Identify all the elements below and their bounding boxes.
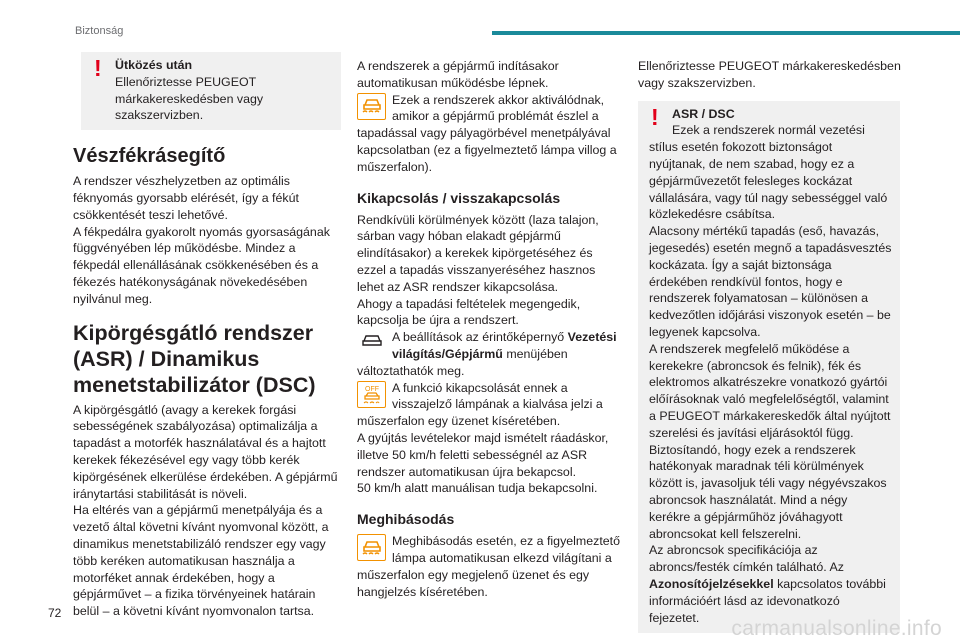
- heading-fault: Meghibásodás: [357, 511, 455, 528]
- settings-menu-name: Vezetési világítás/Gépjármű: [392, 330, 617, 361]
- warning-title: Ütközés után: [115, 58, 193, 72]
- car-icon: [357, 330, 386, 351]
- column-2: [357, 58, 622, 600]
- asr-paragraph-1: A kipörgésgátló (avagy a kerekek forgási sebességének szabályozása) optimalizálja a tapadást a motorfék használatával és a hajtott kerekek fékezésével egy vagy több kerék kipörgésének elkerülése érdekében. A gépjármű iránytartási stabilitását is növeli.: [73, 402, 338, 501]
- column-3: [638, 58, 908, 633]
- warning-title: ASR / DSC: [672, 106, 735, 121]
- deactivation-paragraph-1: Rendkívüli körülmények között (laza talajon, sárban vagy hóban elakadt gépjármű elindításakor) a kerekek kipörgetéséhez és ezzel a tapadás visszanyeréséhez hasznos lehet az ASR rendszer kikapcsolása.: [357, 212, 599, 294]
- check-paragraph: Ellenőriztesse PEUGEOT márkakereskedésben vagy szakszervizben.: [638, 59, 901, 90]
- fault-warning-lamp-icon: [357, 534, 386, 561]
- exclamation-icon: !: [94, 55, 102, 81]
- deactivation-paragraph-5: A gyújtás levételekor majd ismételt ráadáskor, illetve 50 km/h feletti sebességnél az ASR rendszer automatikusan újra bekapcsol.: [357, 430, 609, 479]
- identification-link-text: Azonosítójelzésekkel: [649, 576, 774, 591]
- deactivation-paragraph-6: 50 km/h alatt manuálisan tudja bekapcsolni.: [357, 481, 598, 496]
- fault-paragraph: [357, 533, 622, 600]
- warning-paragraph-1-text: Ezek a rendszerek normál vezetési stílus esetén fokozott biztonságot nyújtanak, de nem szabad, hogy ez a gépjárművezetőt felesleges kockázat vállalására, vagy túl nagy sebességgel való közlekedésre csábítsa.: [649, 123, 888, 222]
- warning-text: Ellenőriztesse PEUGEOT márkakereskedésben vagy szakszervizben.: [115, 74, 264, 123]
- settings-text-post: menüjében változtathatók meg.: [357, 346, 568, 378]
- off-lamp-paragraph: [357, 380, 622, 430]
- asr-paragraph-2: Ha eltérés van a gépjármű menetpályája és a vezető által követni kívánt nyomvonal között, a dinamikus menetstabilizáló rendszer egy vagy több keréken automatikusan használja a motorféket annak érdekében, hogy a gépjárművet – a fizika törvényeinek határain belül – a követni kívánt nyomvonalon tartsa.: [73, 503, 329, 619]
- tyre-text-post: kapcsolatos további információért lásd az idevonatkozó fejezetet.: [649, 576, 886, 625]
- activation-text: Ezek a rendszerek akkor aktiválódnak, amikor a gépjármű problémát észlel a tapadással vagy pályagörbével menetpályával kapcsolatban (ez a figyelmeztető lámpa villog a műszerfalon).: [357, 92, 617, 174]
- svg-text:OFF: OFF: [364, 386, 379, 394]
- settings-paragraph: [357, 329, 622, 379]
- exclamation-icon: !: [651, 103, 659, 130]
- watermark: carmanualsonline.info: [731, 617, 942, 640]
- off-lamp-text: A funkció kikapcsolását ennek a visszajelző lámpának a kialvása jelzi a műszerfalon egy üzenet kíséretében.: [357, 380, 603, 429]
- brake-paragraph-1: A rendszer vészhelyzetben az optimális féknyomás gyorsabb elérését, így a fékút csökkentését teszi lehetővé.: [73, 174, 299, 222]
- warning-paragraph-3: A rendszerek megfelelő működése a kerekekre (abroncsok és felnik), fék és elektromos alkatrészekre vonatkozó gyártói előírásoknak való megfelelőségtől, valamint a PEUGEOT márkakereskedők által nyújtott szerelési és javítási eljárásoktól függ.: [649, 341, 891, 440]
- warning-box-after-collision: [81, 52, 341, 130]
- asr-off-lamp-icon: [357, 381, 386, 408]
- warning-paragraph-5: [649, 542, 892, 626]
- page-number: 72: [48, 606, 62, 620]
- heading-asr-dsc: Kipörgésgátló rendszer (ASR) / Dinamikus menetstabilizátor (DSC): [73, 320, 316, 397]
- tyre-text-pre: Az abroncsok specifikációja az abroncs/festék címkén található. Az: [649, 543, 844, 575]
- warning-paragraph-4: Biztosítandó, hogy ezek a rendszerek hatékonyak maradnak téli körülmények között is, javasoljuk téli vagy négyévszakos abroncsok használatát. Mind a négy kerékre a gépjárműhöz jóváhagyott abroncsokat kell felszerelni.: [649, 442, 887, 541]
- activation-paragraph: [357, 92, 622, 176]
- warning-paragraph-1: [649, 122, 892, 223]
- deactivation-paragraph-2: Ahogy a tapadási feltételek megengedik, kapcsolja be újra a rendszert.: [357, 296, 581, 328]
- heading-brake-assist: Vészfékrásegítő: [73, 145, 226, 168]
- brake-paragraph-2: A fékpedálra gyakorolt nyomás gyorsaságának függvényében lép működésbe. Mindez a fékpedál ellenállásának csökkenésében és a fékezés hatékonyságának növekedésében nyilvánul meg.: [73, 224, 330, 306]
- intro-paragraph: A rendszerek a gépjármű indításakor automatikusan működésbe lépnek.: [357, 59, 559, 90]
- settings-text-pre: A beállítások az érintőképernyő: [392, 330, 568, 345]
- header-accent-bar: [492, 31, 960, 35]
- heading-deactivation: Kikapcsolás / visszakapcsolás: [357, 189, 561, 206]
- fault-text: Meghibásodás esetén, ez a figyelmeztető lámpa automatikusan elkezd világítani a műszerfalon egy megjelenő üzenet és egy hangjelzés kíséretében.: [357, 534, 620, 599]
- column-1: [73, 52, 341, 620]
- skid-warning-lamp-icon: [357, 93, 386, 120]
- section-label: Biztonság: [75, 25, 124, 37]
- warning-box-asr-dsc: [638, 101, 900, 634]
- warning-paragraph-2: Alacsony mértékű tapadás (eső, havazás, jegesedés) esetén megnő a tapadásvesztés kockázata. Így a saját biztonsága érdekében rendkívül fontos, hogy e rendszerek folyamatosan – különösen a kedvezőtlen időjárási viszonyok esetén – be legyenek kapcsolva.: [649, 224, 892, 339]
